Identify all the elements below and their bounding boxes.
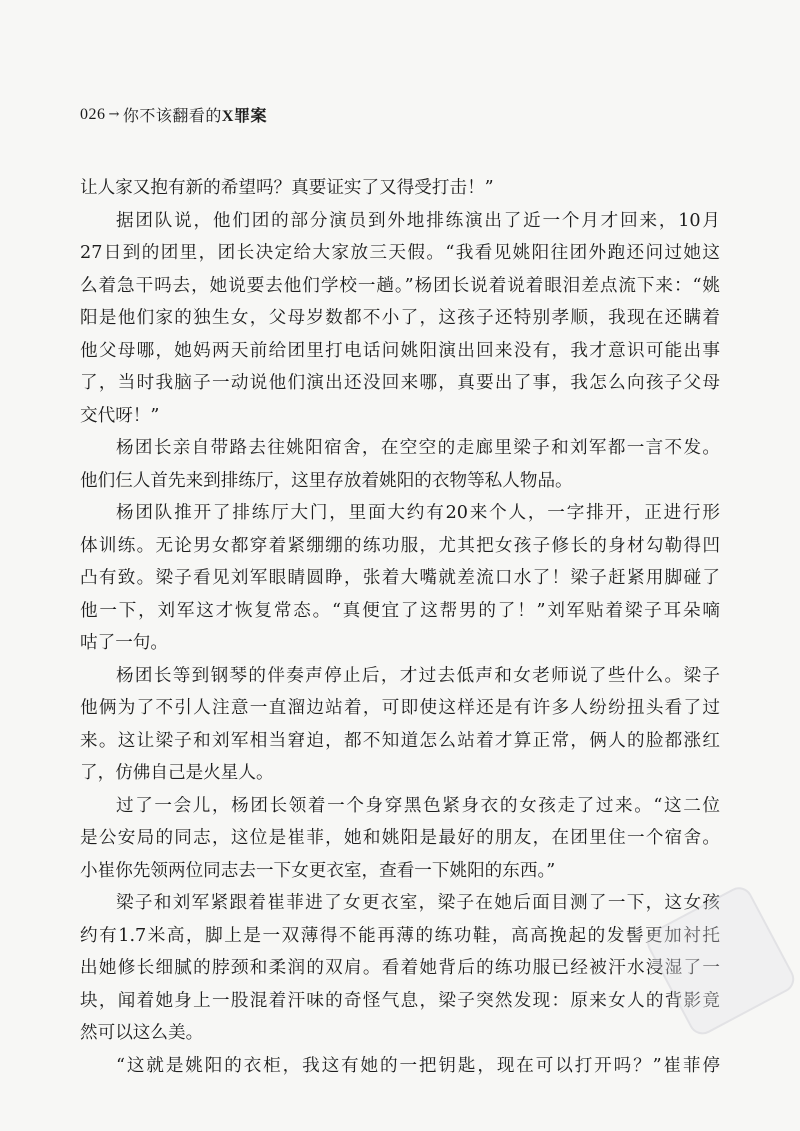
text-line: 杨团队推开了排练厅大门，里面大约有20来个人，一字排开，正进行形 [116, 503, 720, 523]
book-title [123, 103, 267, 126]
text-line: 凸有致。梁子看见刘军眼睛圆睁，张着大嘴就差流口水了！梁子赶紧用脚碰了 [80, 568, 720, 588]
text-line: 他一下，刘军这才恢复常态。“真便宜了这帮男的了！”刘军贴着梁子耳朵嘀 [80, 600, 720, 621]
text-line: 了，当时我脑子一动说他们演出还没回来哪，真要出了事，我怎么向孩子父母 [80, 373, 720, 393]
page-header [80, 103, 267, 126]
text-line: 块，闻着她身上一股混着汗味的奇怪气息，梁子突然发现：原来女人的背影竟 [80, 990, 720, 1011]
text-line: 27日到的团里，团长决定给大家放三天假。“我看见姚阳往团外跑还问过她这 [80, 243, 720, 263]
text-line: 交代呀！” [80, 405, 160, 426]
book-title-x: X [221, 108, 234, 125]
page-number: 026 [80, 105, 106, 123]
text-line: 过了一会儿，杨团长领着一个身穿黑色紧身衣的女孩走了过来。“这二位 [116, 795, 720, 816]
text-line: 他父母哪，她妈两天前给团里打电话问姚阳演出回来没有，我才意识可能出事 [80, 340, 720, 361]
text-line: 咕了一句。 [80, 633, 168, 653]
text-line: 阳是他们家的独生女，父母岁数都不小了，这孩子还特别孝顺，我现在还瞒着 [80, 308, 720, 328]
text-line: 么着急干吗去，她说要去他们学校一趟。”杨团长说着说着眼泪差点流下来：“姚 [80, 275, 720, 296]
text-line: 小崔你先领两位同志去一下女更衣室，查看一下姚阳的东西。” [80, 860, 556, 881]
text-line: 出她修长细腻的脖颈和柔润的双肩。看着她背后的练功服已经被汗水浸湿了一 [80, 958, 720, 978]
body-text [80, 172, 720, 1082]
text-line: 梁子和刘军紧跟着崔菲进了女更衣室，梁子在她后面目测了一下，这女孩 [116, 893, 720, 913]
text-line: 然可以这么美。 [80, 1023, 204, 1043]
text-line: 来。这让梁子和刘军相当窘迫，都不知道怎么站着才算正常，俩人的脸都涨红 [80, 730, 720, 751]
text-line: 他俩为了不引人注意一直溜边站着，可即使这样还是有许多人纷纷扭头看了过 [80, 698, 720, 718]
text-line: 他们仨人首先来到排练厅，这里存放着姚阳的衣物等私人物品。 [80, 470, 573, 491]
text-line: 杨团长亲自带路去往姚阳宿舍，在空空的走廊里梁子和刘军都一言不发。 [116, 438, 720, 458]
text-line: “这就是姚阳的衣柜，我这有她的一把钥匙，现在可以打开吗？”崔菲停 [116, 1055, 720, 1076]
book-title-part2: 罪案 [233, 106, 267, 125]
text-line: 是公安局的同志，这位是崔菲，她和姚阳是最好的朋友，在团里住一个宿舍。 [80, 828, 720, 848]
text-line: 约有1.7米高，脚上是一双薄得不能再薄的练功鞋，高高挽起的发髻更加衬托 [80, 925, 720, 946]
text-line: 体训练。无论男女都穿着紧绷绷的练功服，尤其把女孩子修长的身材勾勒得凹 [80, 535, 720, 556]
text-line: 杨团长等到钢琴的伴奏声停止后，才过去低声和女老师说了些什么。梁子 [116, 665, 720, 686]
text-line: 让人家又抱有新的希望吗？真要证实了又得受打击！” [80, 178, 494, 198]
text-line: 了，仿佛自己是火星人。 [80, 763, 274, 783]
text-line: 据团队说，他们团的部分演员到外地排练演出了近一个月才回来，10月 [116, 210, 720, 231]
arrow-icon: → [108, 107, 120, 122]
book-title-part1: 你不该翻看的 [122, 106, 222, 125]
